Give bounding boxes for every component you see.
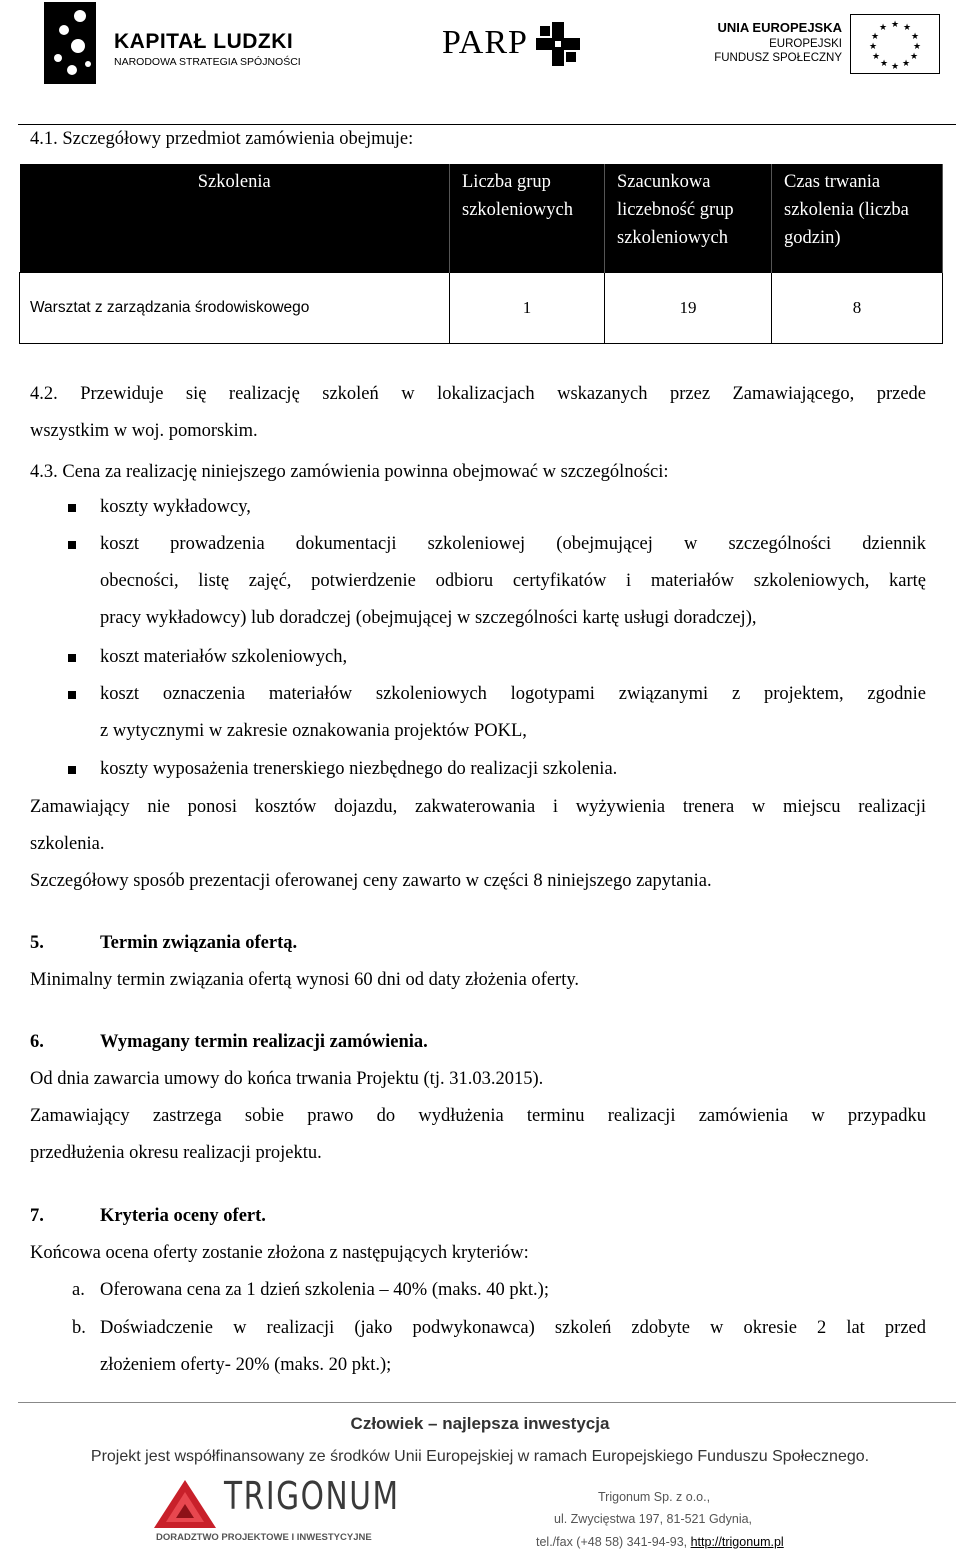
parp-wordmark: PARP	[442, 24, 528, 61]
section-4-3-intro: 4.3. Cena za realizację niniejszego zamówienia powinna obejmować w szczególności:	[30, 462, 669, 482]
parp-mark-icon	[536, 22, 580, 66]
section-7-intro: Końcowa ocena oferty zostanie złożona z następujących kryteriów:	[30, 1243, 529, 1263]
column-header: Liczba grup szkoleniowych	[450, 164, 605, 273]
header-divider	[18, 124, 956, 125]
bullet-icon	[68, 541, 76, 549]
column-header: Szkolenia	[20, 164, 450, 273]
table-cell-training: Warsztat z zarządzania środowiskowego	[20, 273, 450, 344]
footer-contact	[536, 1535, 784, 1549]
kapital-ludzki-subtitle: NARODOWA STRATEGIA SPÓJNOŚCI	[114, 56, 301, 68]
trigonum-logo	[152, 1474, 400, 1552]
section-6-number: 6.	[30, 1032, 44, 1052]
footer-company: Trigonum Sp. z o.o.,	[598, 1490, 711, 1504]
section-4-2-paragraph	[30, 376, 926, 450]
eu-label-fund: FUNDUSZ SPOŁECZNY	[714, 52, 842, 64]
list-item	[100, 639, 926, 676]
svg-text:★: ★	[878, 23, 888, 33]
svg-text:★: ★	[870, 32, 880, 42]
eu-efs-logo	[714, 10, 942, 74]
svg-text:★: ★	[890, 20, 900, 30]
footer-divider	[18, 1402, 956, 1403]
section-5-title: Termin związania ofertą.	[100, 933, 298, 953]
list-item-line: koszt prowadzenia dokumentacji szkoleniowej (obejmującej w szczególności dziennik	[100, 534, 926, 554]
bullet-icon	[68, 691, 76, 699]
table-cell-groups: 1	[450, 273, 605, 344]
note-line: szkolenia.	[30, 834, 105, 854]
footer-slogan: Człowiek – najlepsza inwestycja	[350, 1414, 610, 1433]
parp-logo	[442, 20, 582, 70]
section-4-2-line: wszystkim w woj. pomorskim.	[30, 421, 258, 441]
criterion-b-line: złożeniem oferty- 20% (maks. 20 pkt.);	[100, 1355, 392, 1375]
list-item-line: koszt materiałów szkoleniowych,	[100, 647, 348, 667]
note-line: Szczegółowy sposób prezentacji oferowanej ceny zawarto w części 8 niniejszego zapytania.	[30, 871, 712, 891]
list-item-line: z wytycznymi w zakresie oznakowania projektów POKL,	[100, 721, 527, 741]
section-4-3-note	[30, 789, 926, 900]
table-row	[20, 273, 943, 344]
eu-flag-icon	[850, 14, 940, 74]
list-item	[100, 676, 926, 750]
list-item-line: koszt oznaczenia materiałów szkoleniowych logotypami związanymi z projektem, zgodnie	[100, 684, 926, 704]
section-4-2-line: 4.2. Przewiduje się realizację szkoleń w lokalizacjach wskazanych przez Zamawiającego, przede	[30, 384, 926, 404]
eu-label-union: UNIA EUROPEJSKA	[717, 20, 842, 35]
section-6-paragraph	[30, 1061, 926, 1172]
criterion-b-text	[100, 1310, 926, 1384]
section-6-line: Zamawiający zastrzega sobie prawo do wydłużenia terminu realizacji zamówienia w przypadku	[30, 1106, 926, 1126]
svg-text:★: ★	[909, 52, 919, 62]
kapital-ludzki-title: KAPITAŁ LUDZKI	[114, 30, 294, 53]
footer-cofinancing: Projekt jest współfinansowany ze środków Unii Europejskiej w ramach Europejskiego Funduszu Społecznego.	[90, 1448, 870, 1465]
footer-street: ul. Zwycięstwa 197, 81-521 Gdynia,	[554, 1512, 753, 1526]
table-cell-hours: 8	[772, 273, 943, 344]
bullet-icon	[68, 654, 76, 662]
kapital-ludzki-mark-icon	[44, 2, 96, 84]
section-7-title: Kryteria oceny ofert.	[100, 1206, 266, 1226]
section-6-line: przedłużenia okresu realizacji projektu.	[30, 1143, 322, 1163]
svg-text:★: ★	[901, 59, 911, 69]
svg-text:★: ★	[871, 52, 881, 62]
table-header-row	[20, 164, 943, 273]
section-4-1-heading: 4.1. Szczegółowy przedmiot zamówienia obejmuje:	[30, 129, 414, 149]
table-cell-size: 19	[605, 273, 772, 344]
section-6-line: Od dnia zawarcia umowy do końca trwania Projektu (tj. 31.03.2015).	[30, 1069, 544, 1089]
svg-text:★: ★	[890, 62, 900, 72]
svg-text:★: ★	[879, 59, 889, 69]
list-item	[100, 526, 926, 637]
note-line: Zamawiający nie ponosi kosztów dojazdu, zakwaterowania i wyżywienia trenera w miejscu realizacji	[30, 797, 926, 817]
list-item-line: koszty wyposażenia trenerskiego niezbędnego do realizacji szkolenia.	[100, 759, 618, 779]
section-6-title: Wymagany termin realizacji zamówienia.	[100, 1032, 428, 1052]
criterion-a-text: Oferowana cena za 1 dzień szkolenia – 40% (maks. 40 pkt.);	[100, 1280, 549, 1300]
trigonum-wordmark: TRIGONUM	[224, 1474, 400, 1518]
bullet-icon	[68, 766, 76, 774]
list-item-line: obecności, listę zajęć, potwierdzenie odbioru certyfikatów i materiałów szkoleniowych, kartę	[100, 571, 926, 591]
list-item	[100, 751, 926, 788]
section-5-text: Minimalny termin związania ofertą wynosi 60 dni od daty złożenia oferty.	[30, 970, 580, 990]
list-item-line: pracy wykładowcy) lub doradczej (obejmującej w szczególności kartę usługi doradczej),	[100, 608, 757, 628]
criterion-a-letter: a.	[72, 1280, 85, 1300]
trigonum-triangle-icon	[152, 1478, 218, 1530]
svg-text:★: ★	[910, 32, 920, 42]
section-5-number: 5.	[30, 933, 44, 953]
list-item-line: koszty wykładowcy,	[100, 497, 251, 517]
footer-website-link[interactable]: http://trigonum.pl	[690, 1535, 784, 1549]
list-item	[100, 489, 926, 526]
column-header: Czas trwania szkolenia (liczba godzin)	[772, 164, 943, 273]
trigonum-tagline: DORADZTWO PROJEKTOWE I INWESTYCYJNE	[156, 1532, 372, 1543]
training-table	[19, 164, 943, 344]
footer-phone: tel./fax (+48 58) 341-94-93,	[536, 1535, 691, 1549]
column-header: Szacunkowa liczebność grup szkoleniowych	[605, 164, 772, 273]
section-7-number: 7.	[30, 1206, 44, 1226]
svg-text:★: ★	[902, 23, 912, 33]
kapital-ludzki-logo	[44, 2, 304, 86]
bullet-icon	[68, 504, 76, 512]
criterion-b-line: Doświadczenie w realizacji (jako podwykonawca) szkoleń zdobyte w okresie 2 lat przed	[100, 1318, 926, 1338]
criterion-b-letter: b.	[72, 1318, 86, 1338]
eu-label-european: EUROPEJSKI	[769, 38, 842, 50]
svg-text:★: ★	[912, 42, 922, 52]
svg-text:★: ★	[868, 42, 878, 52]
